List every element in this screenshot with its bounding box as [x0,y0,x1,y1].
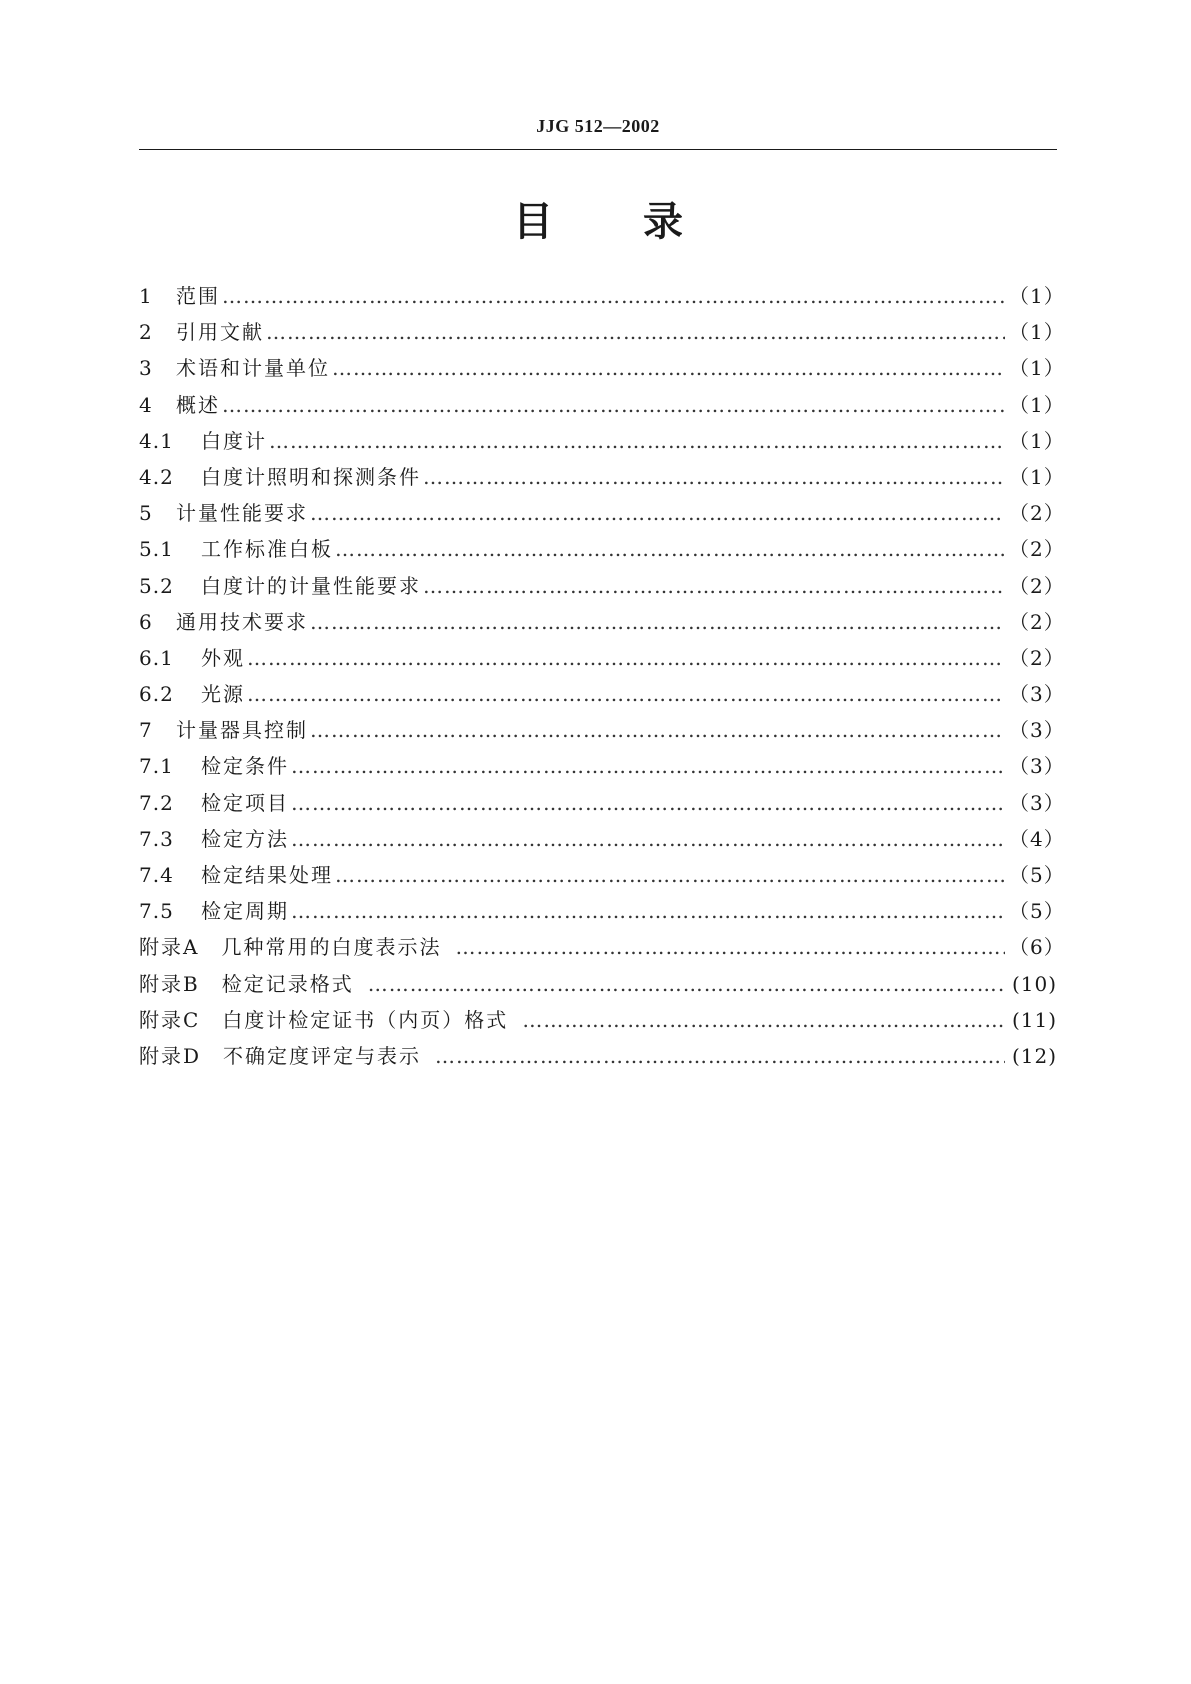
toc-entry-number: 附录A [139,935,200,960]
toc-entry-5-1[interactable] [139,531,1065,567]
toc-entry-number: 附录D [139,1043,202,1068]
header-divider [139,149,1057,150]
toc-entry-title: 计量性能要求 [176,501,308,526]
toc-entry-5[interactable] [139,495,1065,531]
toc-entry-7-3[interactable] [139,821,1065,857]
toc-entry-title: 检定记录格式 [221,971,354,996]
toc-entry-title: 白度计 [201,428,267,453]
toc-entry-page: （1） [1009,464,1065,489]
toc-entry-page: （1） [1009,284,1065,308]
toc-entry-page: （2） [1009,537,1065,562]
toc-entry-title: 白度计的计量性能要求 [201,573,421,598]
dot-leader [368,966,1005,1002]
toc-entry-page: (12) [1011,1043,1057,1068]
dot-leader [310,712,1005,748]
toc-entry-number: 3 [139,356,153,381]
dot-leader [291,821,1005,857]
toc-entry-4-1[interactable] [139,423,1065,459]
toc-entry-title: 工作标准白板 [201,537,333,562]
toc-entry-page: （6） [1009,935,1065,960]
dot-leader [423,459,1005,495]
toc-entry-title: 概述 [176,392,220,417]
toc-entry-7-1[interactable] [139,748,1065,784]
toc-entry-title: 光源 [201,682,245,707]
toc-entry-number: 7 [139,718,153,743]
toc-entry-number: 4 [139,392,153,417]
toc-entry-number: 5 [139,501,153,526]
dot-leader [222,278,1005,314]
toc-entry-title: 计量器具控制 [176,718,308,743]
toc-entry-title: 白度计照明和探测条件 [201,464,421,489]
toc-entry-page: （4） [1009,826,1065,851]
toc-entry-4[interactable] [139,387,1065,423]
dot-leader [310,604,1005,640]
dot-leader [435,1038,1005,1074]
dot-leader [247,640,1005,676]
toc-entry-number: 4.1 [139,428,174,453]
toc-entry-appendix-a[interactable] [139,929,1065,965]
dot-leader [455,929,1005,965]
toc-entry-number: 5.1 [139,537,174,562]
toc-entry-page: (11) [1011,1007,1057,1032]
toc-entry-page: （5） [1009,863,1065,887]
toc-entry-number: 7.1 [139,754,174,779]
toc-title-char-2: 录 [643,199,683,245]
toc-entry-title: 引用文献 [176,320,264,345]
toc-entry-title: 几种常用的白度表示法 [221,935,442,960]
toc-entry-title: 检定条件 [201,754,289,779]
toc-entry-title: 检定周期 [201,899,289,924]
toc-entry-page: （2） [1009,501,1065,526]
dot-leader [269,423,1005,459]
toc-entry-title: 检定项目 [201,790,289,815]
toc-entry-number: 5.2 [139,573,174,598]
dot-leader [222,387,1005,423]
toc-title [139,196,1057,248]
toc-entry-7-2[interactable] [139,785,1065,821]
toc-entry-number: 7.4 [139,863,174,887]
dot-leader [335,857,1005,893]
toc-entry-title: 检定方法 [201,826,289,851]
toc-entry-page: （1） [1009,320,1065,345]
toc-entry-appendix-c[interactable] [139,1002,1057,1038]
toc-entry-5-2[interactable] [139,568,1065,604]
dot-leader [266,314,1005,350]
toc-entry-page: （3） [1009,754,1065,779]
toc-entry-page: （5） [1009,899,1065,924]
toc-entry-number: 附录C [139,1007,201,1032]
toc-entry-7-4[interactable] [139,857,1065,893]
toc-entry-7[interactable] [139,712,1065,748]
toc-entry-number: 7.3 [139,826,174,851]
toc-entry-title: 外观 [201,645,245,670]
dot-leader [247,676,1005,712]
dot-leader [291,893,1005,929]
toc-entry-title: 白度计检定证书（内页）格式 [222,1007,509,1032]
toc-entry-title: 检定结果处理 [201,863,333,887]
toc-entry-1[interactable] [139,278,1065,314]
toc-entry-page: （1） [1009,392,1065,417]
toc-entry-2[interactable] [139,314,1065,350]
toc-entry-appendix-b[interactable] [139,966,1057,1002]
dot-leader [522,1002,1005,1038]
toc-entry-title: 不确定度评定与表示 [223,1043,422,1068]
dot-leader [332,350,1005,386]
dot-leader [423,568,1005,604]
toc-entry-6-1[interactable] [139,640,1065,676]
toc-entry-number: 7.2 [139,790,174,815]
toc-entry-page: （3） [1009,790,1065,815]
toc-entry-3[interactable] [139,350,1065,386]
toc-entry-page: （2） [1009,573,1065,598]
toc-entry-number: 6.1 [139,645,174,670]
dot-leader [310,495,1005,531]
toc-entry-7-5[interactable] [139,893,1065,929]
toc-entry-number: 1 [139,284,153,308]
page-header-doc-code: JJG 512—2002 [536,116,660,136]
dot-leader [291,785,1005,821]
toc-entry-title: 术语和计量单位 [176,356,330,381]
toc-entry-6[interactable] [139,604,1065,640]
toc-entry-appendix-d[interactable] [139,1038,1057,1074]
toc-entry-page: (10) [1011,971,1057,996]
toc-entry-page: （3） [1009,718,1065,743]
dot-leader [335,531,1005,567]
toc-entry-number: 6 [139,609,153,634]
toc-entry-4-2[interactable] [139,459,1065,495]
toc-entry-title: 范围 [176,284,220,308]
toc-entry-6-2[interactable] [139,676,1065,712]
toc-entry-number: 6.2 [139,682,174,707]
toc-entry-number: 附录B [139,971,200,996]
table-of-contents [139,278,1065,1074]
toc-entry-page: （2） [1009,645,1065,670]
toc-entry-page: （1） [1009,428,1065,453]
toc-title-char-1: 目 [513,199,553,245]
toc-entry-page: （2） [1009,609,1065,634]
toc-entry-page: （1） [1009,356,1065,381]
toc-entry-number: 7.5 [139,899,174,924]
toc-entry-number: 4.2 [139,464,174,489]
toc-entry-number: 2 [139,320,153,345]
toc-entry-title: 通用技术要求 [176,609,308,634]
dot-leader [291,748,1005,784]
toc-entry-page: （3） [1009,682,1065,707]
